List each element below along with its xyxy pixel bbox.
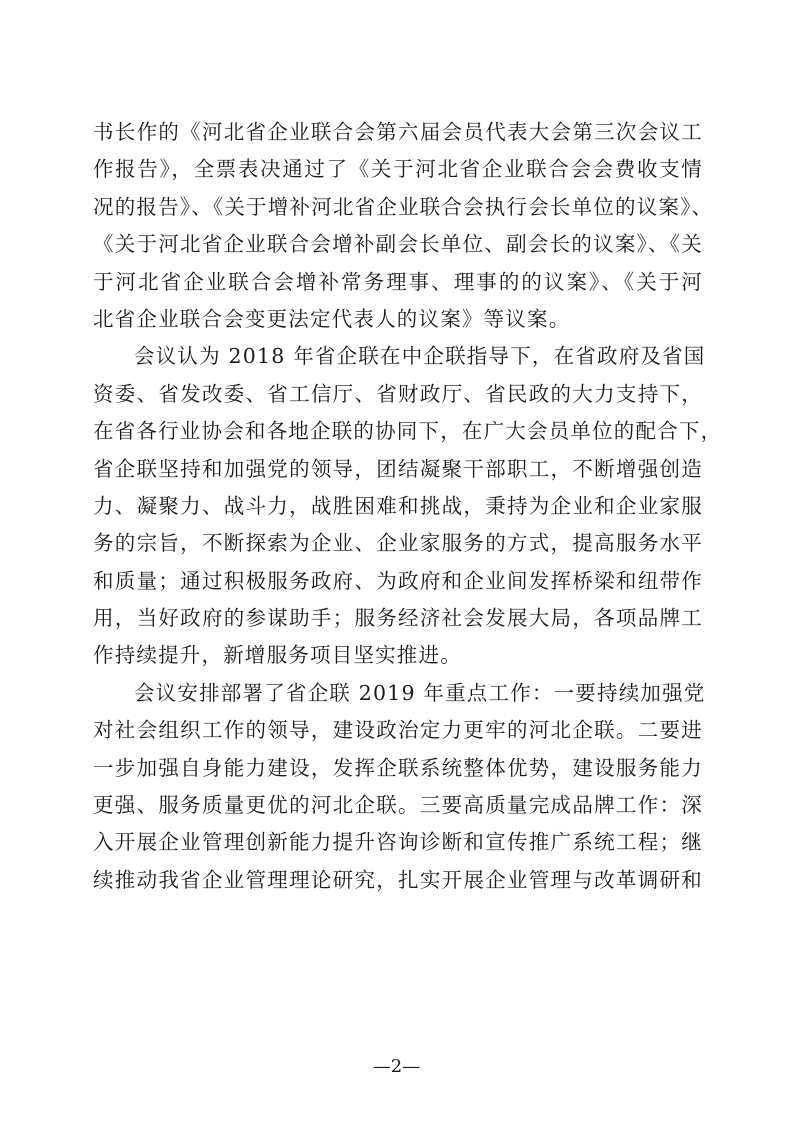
text-line: 会议安排部署了省企联 2019 年重点工作：一要持续加强党 <box>134 680 706 705</box>
text-line: 况的报告》、《关于增补河北省企业联合会执行会长单位的议案》、 <box>93 194 714 219</box>
text-line: 会议认为 2018 年省企联在中企联指导下，在省政府及省国 <box>134 344 706 369</box>
text-line: 一步加强自身能力建设，发挥企联系统整体优势，建设服务能力 <box>93 755 703 780</box>
text-line: 资委、省发改委、省工信厅、省财政厅、省民政的大力支持下， <box>93 381 703 406</box>
text-line: 对社会组织工作的领导，建设政治定力更牢的河北企联。二要进 <box>93 718 703 743</box>
page-number: —2— <box>372 1056 421 1077</box>
text-line: 作持续提升，新增服务项目坚实推进。 <box>93 643 462 668</box>
text-line: 《关于河北省企业联合会增补副会长单位、副会长的议案》、《关 <box>93 232 703 257</box>
text-line: 省企联坚持和加强党的领导，团结凝聚干部职工，不断增强创造 <box>93 456 703 481</box>
text-line: 书长作的《河北省企业联合会第六届会员代表大会第三次会议工 <box>93 120 703 144</box>
text-line: 续推动我省企业管理理论研究，扎实开展企业管理与改革调研和 <box>93 867 703 892</box>
text-line: 于河北省企业联合会增补常务理事、理事的的议案》、《关于河 <box>93 269 703 294</box>
text-line: 更强、服务质量更优的河北企联。三要高质量完成品牌工作：深 <box>93 793 703 818</box>
text-line: 北省企业联合会变更法定代表人的议案》等议案。 <box>93 306 571 331</box>
text-line: 和质量；通过积极服务政府、为政府和企业间发挥桥梁和纽带作 <box>93 568 703 593</box>
text-line: 在省各行业协会和各地企联的协同下，在广大会员单位的配合下， <box>93 419 723 444</box>
text-line: 作报告》，全票表决通过了《关于河北省企业联合会会费收支情 <box>93 157 703 182</box>
text-line: 用，当好政府的参谋助手；服务经济社会发展大局，各项品牌工 <box>93 606 703 631</box>
document-body <box>93 114 723 899</box>
text-line: 力、凝聚力、战斗力，战胜困难和挑战，秉持为企业和企业家服 <box>93 493 703 518</box>
text-line: 入开展企业管理创新能力提升咨询诊断和宣传推广系统工程；继 <box>93 830 703 855</box>
text-line: 务的宗旨，不断探索为企业、企业家服务的方式，提高服务水平 <box>93 531 703 556</box>
